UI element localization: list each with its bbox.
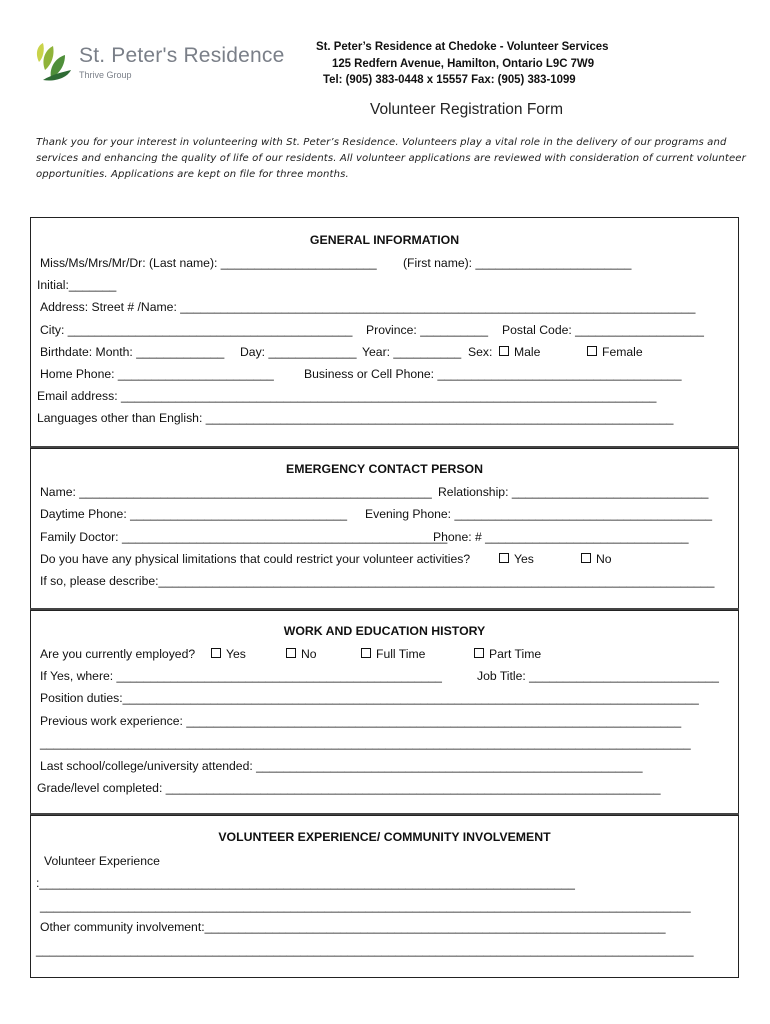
doctor-phone-field[interactable]: Phone: # ______________________________: [433, 530, 689, 544]
volunteer-title: VOLUNTEER EXPERIENCE/ COMMUNITY INVOLVEMENT: [218, 830, 551, 844]
employer-field[interactable]: If Yes, where: ________________________________________________: [40, 669, 442, 683]
job-title-field[interactable]: Job Title: ____________________________: [477, 669, 719, 683]
logo-name: St. Peter's Residence: [79, 44, 285, 67]
grade-level-field[interactable]: Grade/level completed: _________________________________________________________________________: [37, 781, 661, 795]
postal-code-field[interactable]: Postal Code: ___________________: [502, 323, 704, 337]
province-field[interactable]: Province: __________: [366, 323, 488, 337]
position-duties-field[interactable]: Position duties:_____________________________________________________________________________________: [40, 691, 699, 705]
employed-yes-checkbox[interactable]: Yes: [211, 647, 246, 661]
birth-day-field[interactable]: Day: _____________: [240, 345, 357, 359]
female-checkbox[interactable]: Female: [587, 345, 643, 359]
header-line-1: St. Peter’s Residence at Chedoke - Volunteer Services: [316, 39, 609, 53]
leaf-logo-icon: [33, 40, 73, 84]
employed-question: Are you currently employed?: [40, 647, 196, 661]
limitations-question: Do you have any physical limitations that could restrict your volunteer activities?: [40, 552, 471, 566]
general-title: GENERAL INFORMATION: [309, 233, 460, 247]
volunteer-experience-label: Volunteer Experience: [44, 854, 160, 868]
previous-work-line-2[interactable]: ________________________________________________________________________________________________: [40, 736, 691, 750]
sex-label: Sex:: [468, 345, 493, 359]
community-involvement-line-2[interactable]: _________________________________________________________________________________________________: [36, 943, 694, 957]
limitations-yes-checkbox[interactable]: Yes: [499, 552, 534, 566]
community-involvement-field[interactable]: Other community involvement:____________________________________________________________________: [40, 920, 666, 934]
evening-phone-field[interactable]: Evening Phone: ______________________________________: [365, 507, 713, 521]
relationship-field[interactable]: Relationship: _____________________________: [438, 485, 709, 499]
volunteer-experience-line-2[interactable]: ________________________________________________________________________________________________: [40, 899, 691, 913]
employed-no-checkbox[interactable]: No: [286, 647, 317, 661]
volunteer-experience-field[interactable]: :_______________________________________________________________________________: [36, 876, 575, 890]
birth-year-field[interactable]: Year: __________: [362, 345, 462, 359]
limitations-no-checkbox[interactable]: No: [581, 552, 612, 566]
last-name-field[interactable]: Miss/Ms/Mrs/Mr/Dr: (Last name): _______________________: [40, 256, 377, 270]
previous-work-field[interactable]: Previous work experience: _________________________________________________________________________: [40, 714, 682, 728]
first-name-field[interactable]: (First name): _______________________: [403, 256, 632, 270]
birth-month-field[interactable]: Birthdate: Month: _____________: [40, 345, 225, 359]
family-doctor-field[interactable]: Family Doctor: ________________________________________________: [40, 530, 448, 544]
logo-subtitle: Thrive Group: [79, 70, 132, 80]
last-school-field[interactable]: Last school/college/university attended: _________________________________________________________: [40, 759, 643, 773]
male-checkbox[interactable]: Male: [499, 345, 540, 359]
city-field[interactable]: City: __________________________________________: [40, 323, 353, 337]
full-time-checkbox[interactable]: Full Time: [361, 647, 425, 661]
home-phone-field[interactable]: Home Phone: _______________________: [40, 367, 274, 381]
initial-field[interactable]: Initial:_______: [37, 278, 117, 292]
part-time-checkbox[interactable]: Part Time: [474, 647, 541, 661]
languages-field[interactable]: Languages other than English: _____________________________________________________________________: [37, 411, 674, 425]
intro-text: Thank you for your interest in volunteering with St. Peter’s Residence. Volunteers play a vital role in the delivery of our programs and services and enhancing the quality of life of our residents. All volunteer applications are reviewed with consideration of current volunteer opportunities. Applications are kept on file for three months.: [36, 137, 746, 180]
logo: [33, 40, 285, 84]
address-field[interactable]: Address: Street # /Name: ____________________________________________________________________________: [40, 300, 696, 314]
header-contact: Tel: (905) 383-0448 x 15557 Fax: (905) 383-1099: [323, 72, 576, 86]
header-address: 125 Redfern Avenue, Hamilton, Ontario L9C 7W9: [332, 56, 595, 70]
work-title: WORK AND EDUCATION HISTORY: [283, 624, 486, 638]
daytime-phone-field[interactable]: Daytime Phone: ________________________________: [40, 507, 347, 521]
emergency-title: EMERGENCY CONTACT PERSON: [286, 462, 483, 476]
describe-field[interactable]: If so, please describe:__________________________________________________________________________________: [40, 574, 715, 588]
cell-phone-field[interactable]: Business or Cell Phone: ____________________________________: [304, 367, 682, 381]
form-title: Volunteer Registration Form: [370, 101, 563, 118]
emergency-name-field[interactable]: Name: ____________________________________________________: [40, 485, 432, 499]
email-field[interactable]: Email address: _______________________________________________________________________________: [37, 389, 657, 403]
